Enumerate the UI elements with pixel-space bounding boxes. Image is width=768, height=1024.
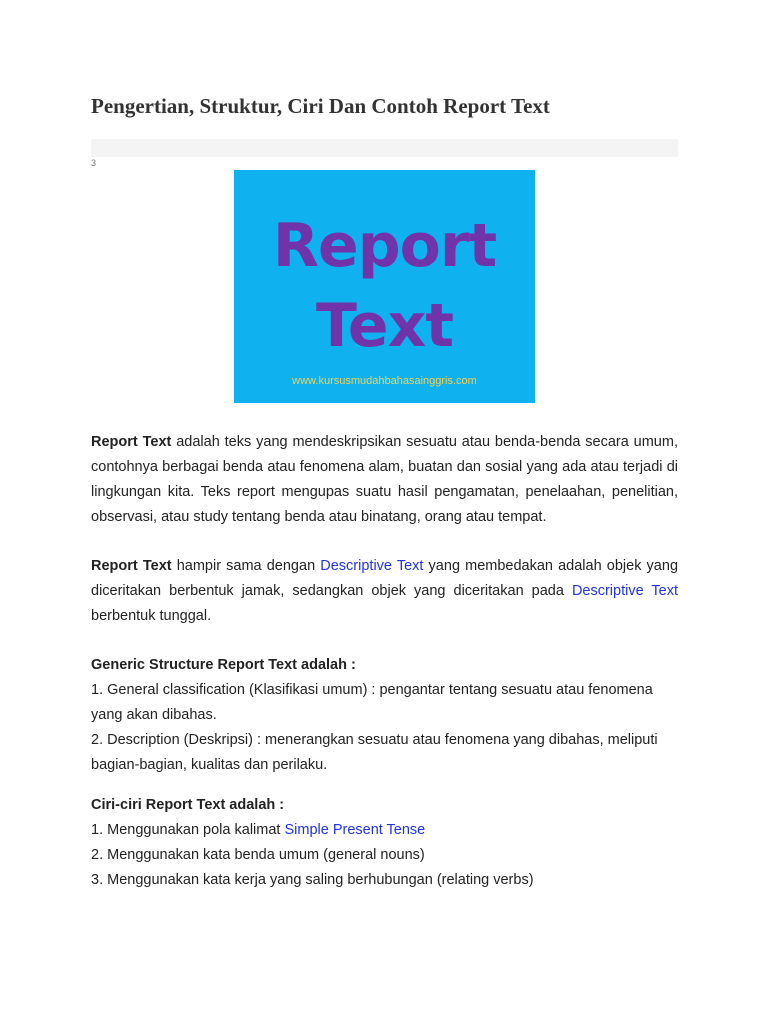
- article-body: [91, 430, 678, 893]
- definition-text: adalah teks yang mendeskripsikan sesuatu atau benda-benda secara umum, contohnya berbagai benda atau fenomena alam, buatan dan sosial yang ada atau terjadi di lingkungan kita. Teks report mengupas suatu hasil pengamatan, penelaahan, penelitian, observasi, atau study tentang benda atau binatang, orang atau tempat.: [91, 434, 678, 525]
- descriptive-text-link[interactable]: Descriptive Text: [571, 583, 679, 599]
- simple-present-tense-link[interactable]: Simple Present Tense: [284, 822, 426, 838]
- comparison-text: hampir sama dengan: [171, 558, 321, 574]
- image-title-line2: Text: [315, 291, 454, 361]
- page-title: Pengertian, Struktur, Ciri Dan Contoh Report Text: [91, 94, 550, 118]
- image-title-line1: Report: [272, 211, 497, 281]
- structure-item: 2. Description (Deskripsi) : menerangkan sesuatu atau fenomena yang dibahas, meliputi bagian-bagian, kualitas dan perilaku.: [91, 732, 658, 773]
- ciri-item: 3. Menggunakan kata kerja yang saling berhubungan (relating verbs): [91, 872, 534, 888]
- ciri-item: [91, 818, 678, 843]
- term-report-text: Report Text: [91, 558, 172, 574]
- report-text-image: [234, 170, 535, 403]
- image-website-url: www.kursusmudahbahasainggris.com: [292, 375, 477, 387]
- toolbar-strip: [91, 139, 678, 157]
- ciri-item-text: 1. Menggunakan pola kalimat: [91, 822, 285, 838]
- page-number: 3: [91, 158, 97, 168]
- comparison-text: berbentuk tunggal.: [91, 608, 212, 624]
- ciri-heading: [91, 793, 678, 818]
- descriptive-text-link[interactable]: Descriptive Text: [320, 558, 424, 574]
- term-report-text: Report Text: [91, 434, 172, 450]
- structure-heading-text: Generic Structure Report Text adalah :: [91, 657, 356, 673]
- ciri-heading-text: Ciri-ciri Report Text adalah :: [91, 797, 285, 813]
- structure-heading: [91, 653, 678, 678]
- paragraph-definition: [91, 430, 678, 530]
- structure-item: 1. General classification (Klasifikasi umum) : pengantar tentang sesuatu atau fenomena yang akan dibahas.: [91, 682, 653, 723]
- paragraph-comparison: [91, 554, 678, 629]
- ciri-item: 2. Menggunakan kata benda umum (general nouns): [91, 847, 425, 863]
- comparison-text: yang membedakan adalah objek yang diceritakan berbentuk jamak, sedangkan objek yang diceritakan pada: [91, 558, 679, 599]
